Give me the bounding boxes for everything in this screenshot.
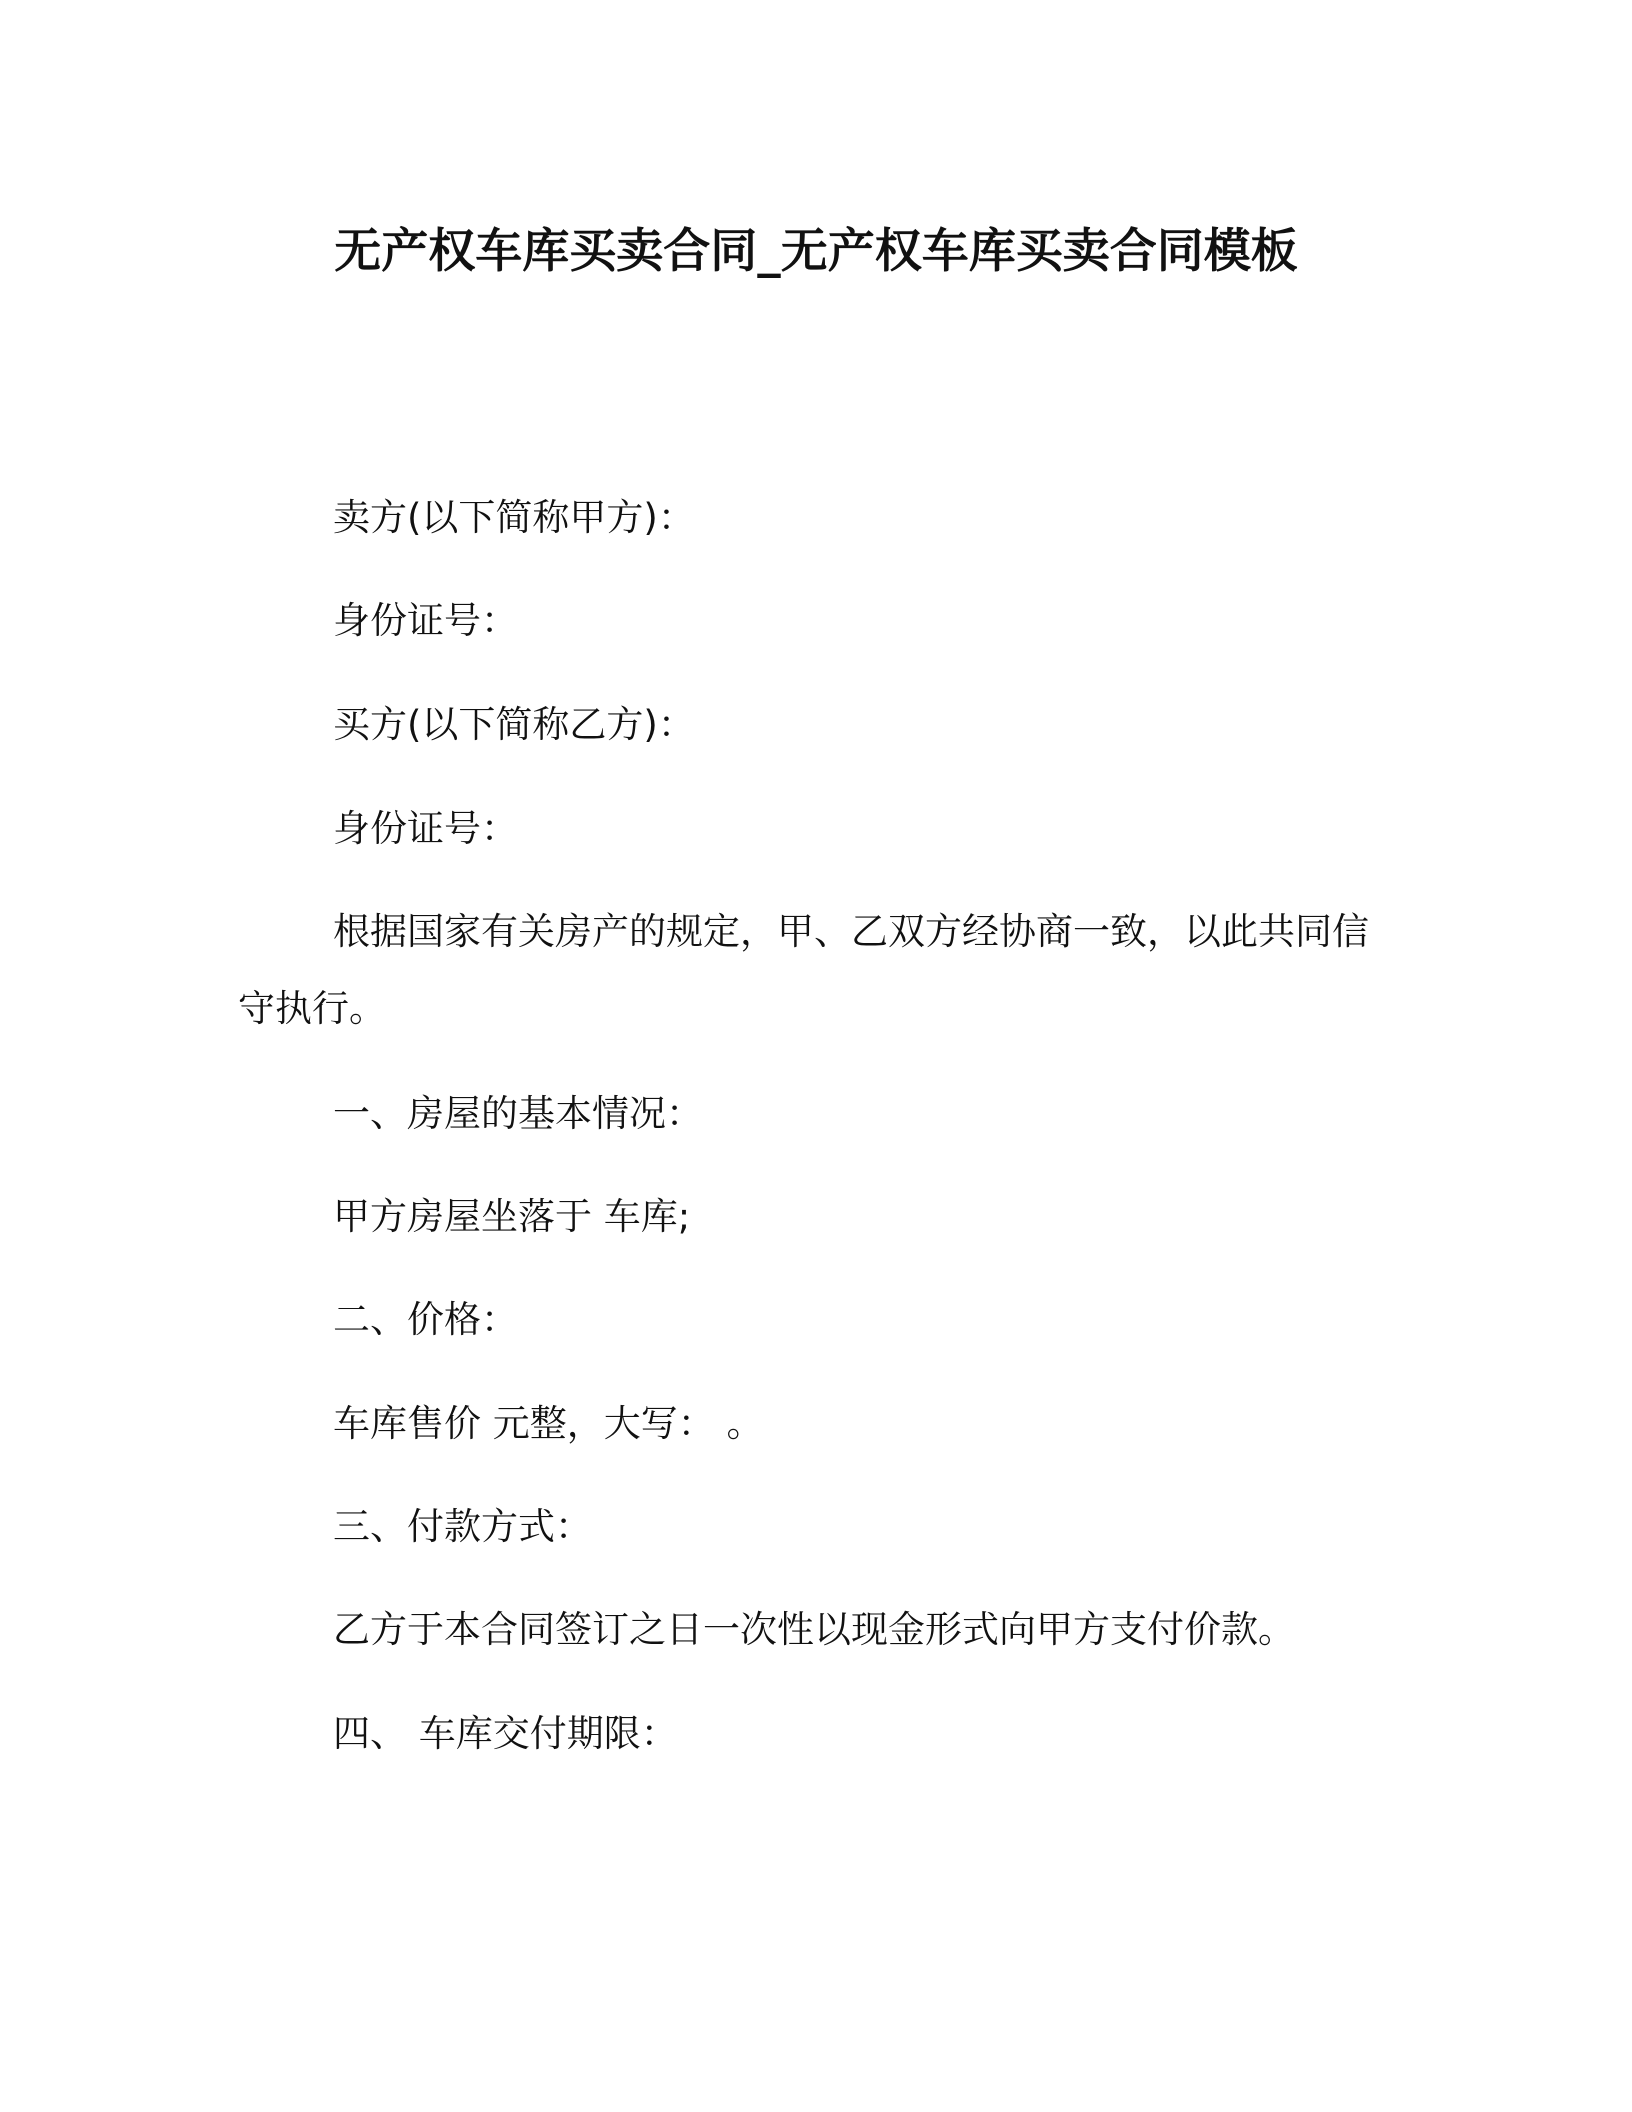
section-3-text: 乙方于本合同签订之日一次性以现金形式向甲方支付价款。 <box>333 1608 1295 1651</box>
section-1-text: 甲方房屋坐落于 车库; <box>333 1195 691 1238</box>
seller-id-line: 身份证号： <box>333 599 518 642</box>
buyer-line: 买方(以下简称乙方)： <box>333 703 695 746</box>
section-4-heading: 四、 车库交付期限： <box>333 1712 678 1755</box>
document-title: 无产权车库买卖合同_无产权车库买卖合同模板 <box>334 224 1298 279</box>
section-3-heading: 三、付款方式： <box>333 1505 592 1548</box>
section-2-text: 车库售价 元整，大写： 。 <box>333 1402 764 1445</box>
seller-line: 卖方(以下简称甲方)： <box>333 496 695 539</box>
buyer-id-line: 身份证号： <box>333 807 518 850</box>
basis-line-2: 守执行。 <box>238 987 386 1030</box>
section-1-heading: 一、房屋的基本情况： <box>333 1092 703 1135</box>
section-2-heading: 二、价格： <box>333 1298 518 1341</box>
basis-line-1: 根据国家有关房产的规定，甲、乙双方经协商一致，以此共同信 <box>333 910 1369 953</box>
basis-paragraph <box>238 908 1398 1033</box>
